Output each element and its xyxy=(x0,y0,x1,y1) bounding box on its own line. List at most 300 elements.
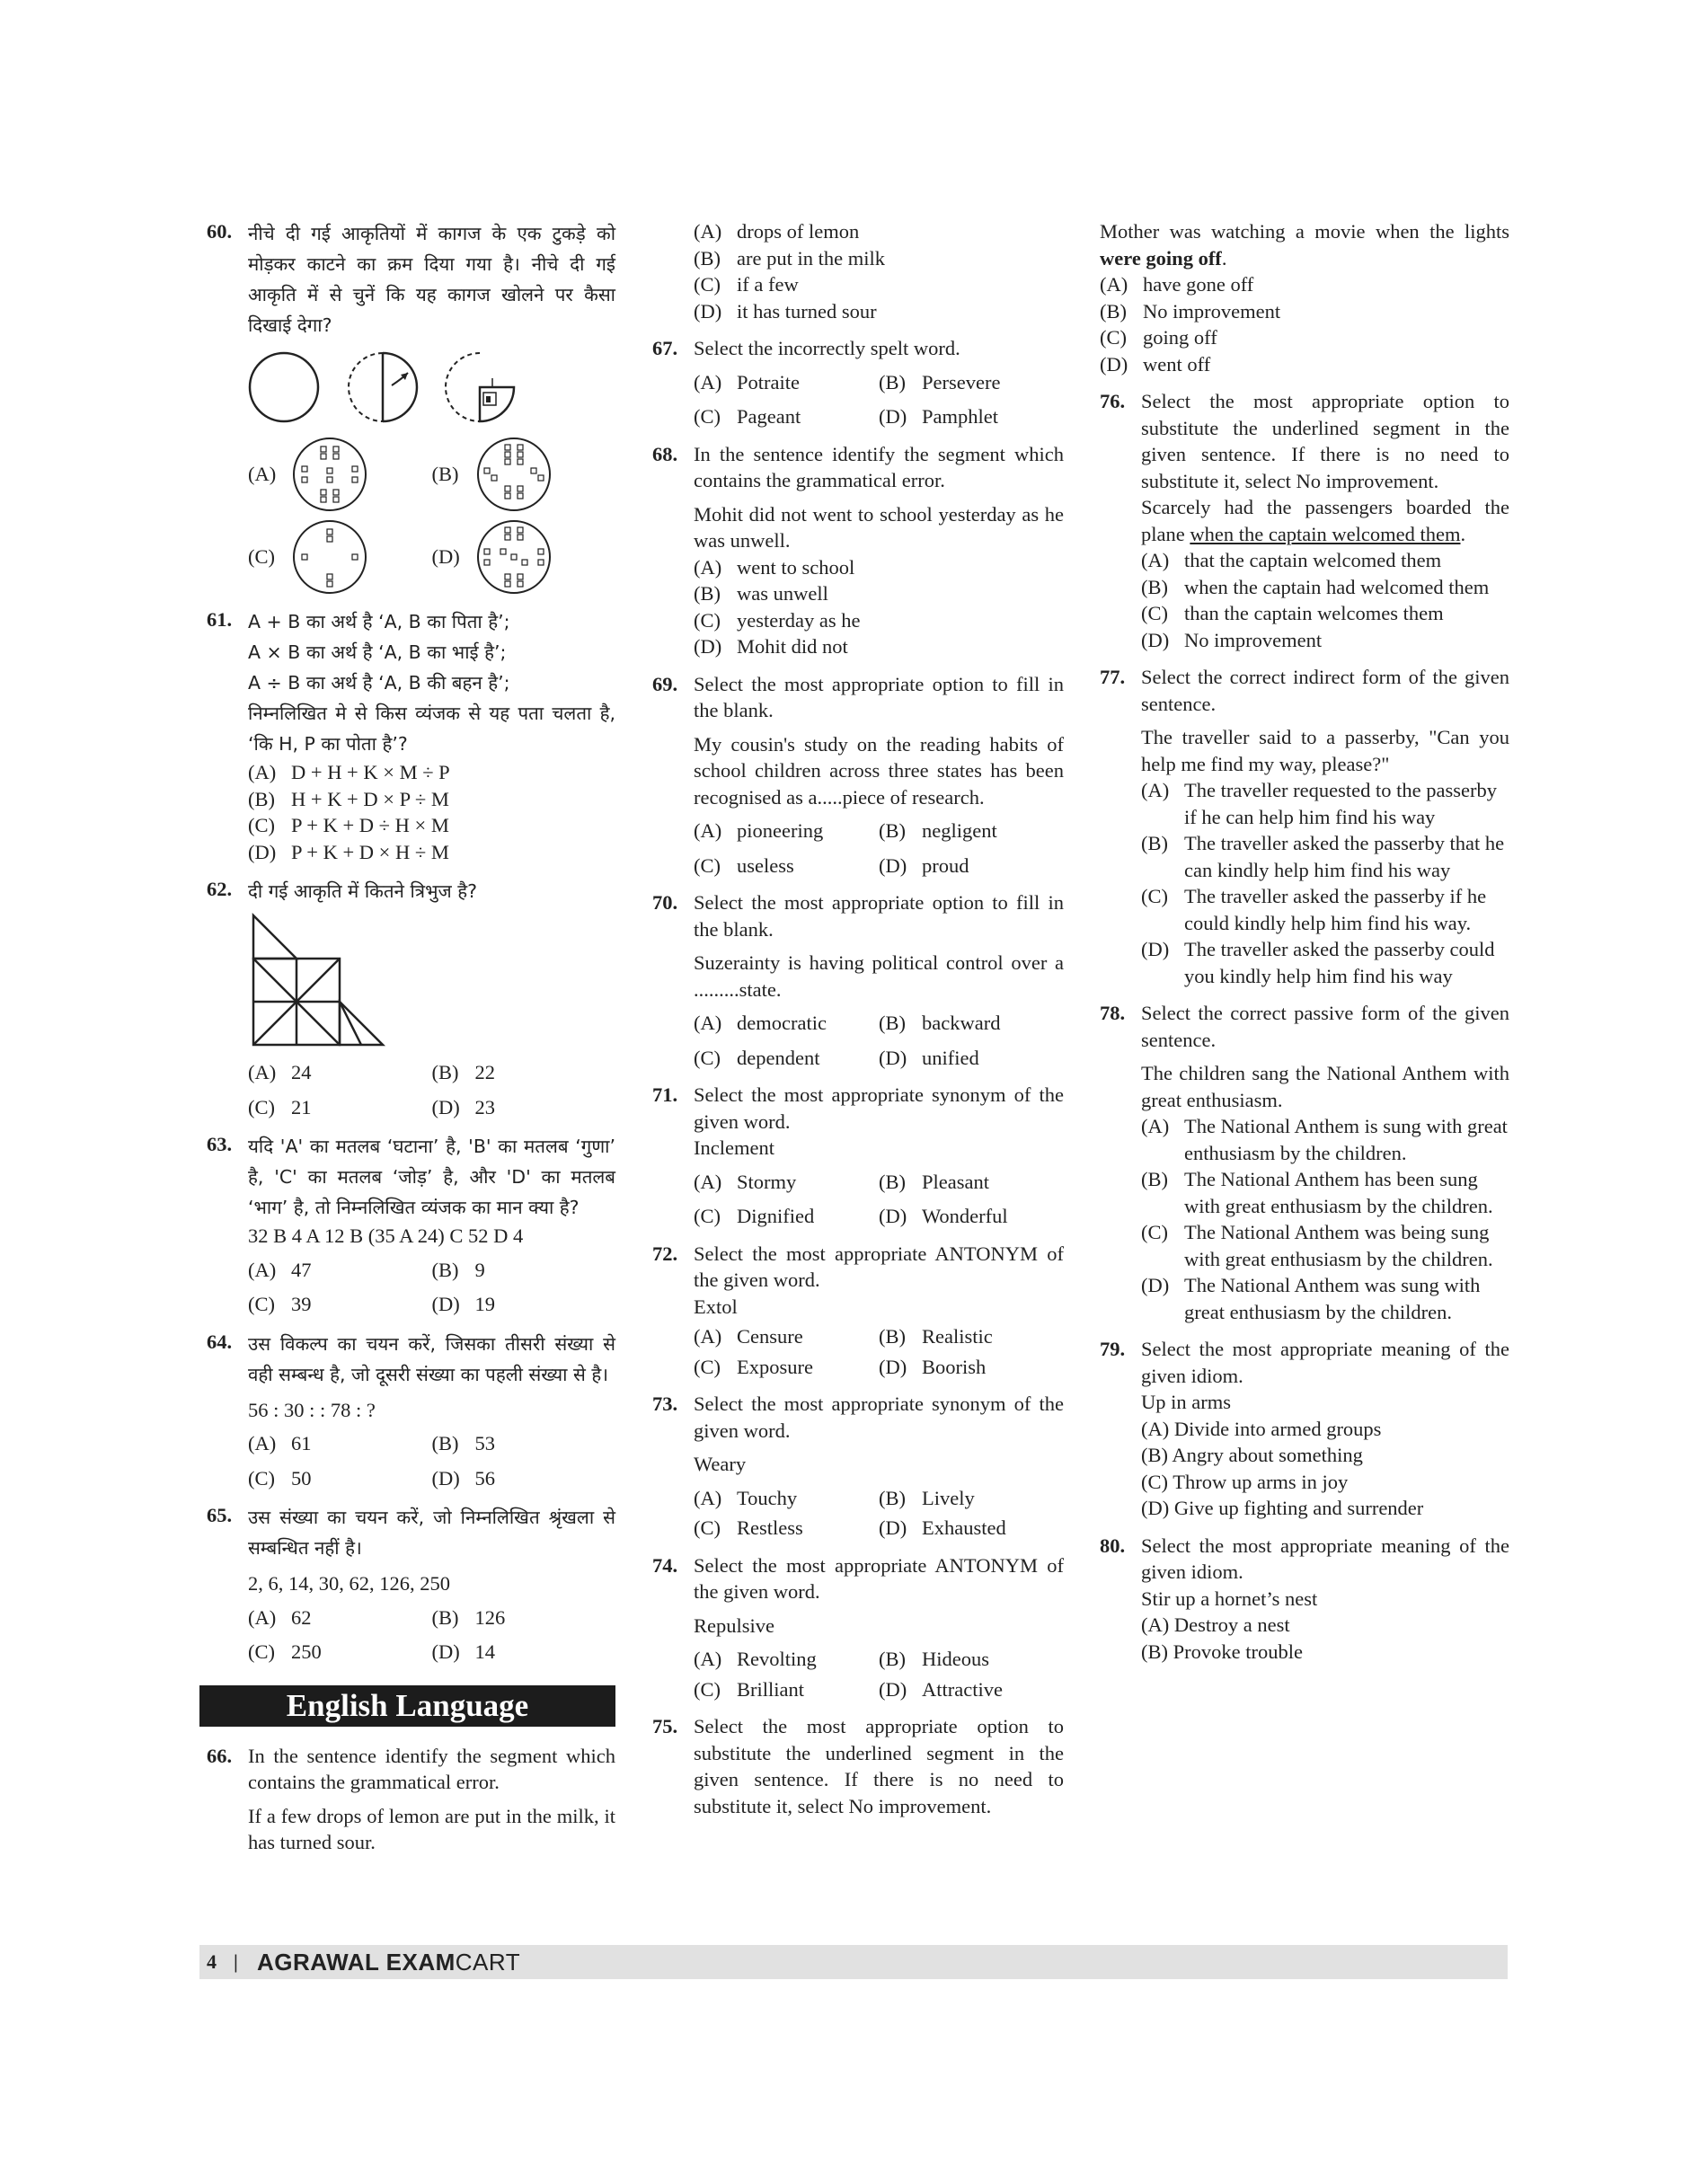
options xyxy=(694,1010,1064,1071)
question-60 xyxy=(207,218,615,596)
question-80 xyxy=(1100,1533,1509,1666)
option-label: (B) xyxy=(879,1012,906,1034)
question-sentence: If a few drops of lemon are put in the milk, it has turned sour. xyxy=(248,1804,615,1853)
option-label: (A) xyxy=(694,1012,722,1034)
question-text: Select the most appropriate meaning of the given idiom. xyxy=(1141,1338,1509,1387)
option-c[interactable] xyxy=(1100,324,1509,351)
option-label: (A) xyxy=(1100,273,1128,296)
option-d[interactable] xyxy=(879,403,1064,430)
option-c[interactable] xyxy=(694,607,1064,634)
option-a-figure xyxy=(291,436,368,513)
question-65 xyxy=(207,1502,615,1666)
option-text: was unwell xyxy=(737,582,828,605)
option-b[interactable] xyxy=(879,818,1064,844)
option-b[interactable] xyxy=(432,1257,616,1284)
option-text: proud xyxy=(922,853,969,877)
option-c[interactable] xyxy=(1141,883,1509,936)
question-79 xyxy=(1100,1336,1509,1522)
option-label: (C) xyxy=(1141,1221,1168,1243)
option-text: Hideous xyxy=(922,1648,989,1670)
option-text: Attractive xyxy=(922,1677,1003,1701)
option-d[interactable] xyxy=(879,1203,1064,1230)
options xyxy=(1141,547,1509,653)
option-d[interactable] xyxy=(1141,627,1509,654)
option-text: 23 xyxy=(474,1095,495,1118)
options xyxy=(1141,1612,1509,1665)
option-d[interactable] xyxy=(694,633,1064,660)
question-text: Select the correct indirect form of the given sentence. xyxy=(1141,666,1509,715)
question-70 xyxy=(652,889,1064,1071)
option-text: Restless xyxy=(737,1516,803,1539)
option-c[interactable] xyxy=(248,1094,432,1121)
option-label: (A) xyxy=(248,761,277,783)
question-number: 65. xyxy=(207,1504,233,1526)
option-a[interactable] xyxy=(694,818,879,844)
option-label: (D) xyxy=(1100,352,1128,376)
question-number: 79. xyxy=(1100,1338,1126,1360)
option-label: (B) xyxy=(694,246,721,270)
option-label: (A) xyxy=(1141,779,1170,801)
option-c[interactable] xyxy=(248,1465,432,1492)
question-74 xyxy=(652,1552,1064,1703)
triangle-count-figure xyxy=(248,912,392,1052)
option-text: unified xyxy=(922,1046,979,1069)
option-label: (C) xyxy=(248,1293,275,1315)
option-label: (D) xyxy=(1141,938,1170,960)
option-text: when the captain had welcomed them xyxy=(1184,575,1490,598)
option-label: (D) xyxy=(879,1205,907,1227)
footer-separator: | xyxy=(234,1950,238,1973)
option-label: (C) xyxy=(694,405,721,428)
option-text: The traveller requested to the passerby if he can help him find his way xyxy=(1184,779,1497,828)
option-text: Mohit did not xyxy=(737,635,848,658)
option-a[interactable] xyxy=(248,1430,432,1457)
option-label: (C) xyxy=(248,1640,275,1663)
question-word: Inclement xyxy=(694,1136,774,1159)
option-label: (C) xyxy=(1100,326,1127,349)
option-b[interactable] xyxy=(1141,830,1509,883)
option-c[interactable] xyxy=(694,1354,879,1381)
option-c[interactable] xyxy=(694,271,1064,298)
option-label: (C) xyxy=(694,1677,721,1701)
options xyxy=(1141,1113,1509,1325)
option-text: negligent xyxy=(922,819,997,842)
option-c[interactable] xyxy=(248,518,432,596)
option-label: (D) xyxy=(431,1095,460,1118)
option-c[interactable] xyxy=(694,1676,879,1703)
question-75-continued xyxy=(1100,218,1509,377)
question-text: In the sentence identify the segment which contains the grammatical error. xyxy=(248,1744,615,1793)
question-number: 73. xyxy=(652,1392,678,1415)
question-76 xyxy=(1100,388,1509,653)
question-text: Select the most appropriate synonym of the given word. xyxy=(694,1083,1064,1133)
options xyxy=(694,1169,1064,1230)
question-64 xyxy=(207,1329,615,1492)
option-b[interactable] xyxy=(879,1485,1064,1512)
question-text: दी गई आकृति में कितने त्रिभुज है? xyxy=(248,880,477,902)
option-label: (D) xyxy=(694,635,722,658)
question-text: Select the most appropriate synonym of the given word. xyxy=(694,1392,1064,1442)
option-a[interactable] xyxy=(1141,547,1509,574)
option-a[interactable] xyxy=(694,218,1064,245)
options xyxy=(694,1323,1064,1380)
options xyxy=(694,554,1064,660)
option-b[interactable] xyxy=(879,1169,1064,1196)
option-text: The National Anthem is sung with great enthusiasm by the children. xyxy=(1184,1115,1508,1164)
question-68 xyxy=(652,441,1064,660)
question-77 xyxy=(1100,664,1509,989)
question-61 xyxy=(207,606,615,865)
option-label: (B) xyxy=(1141,575,1168,598)
option-text: 21 xyxy=(291,1095,312,1118)
option-d[interactable] xyxy=(432,1465,616,1492)
option-b[interactable] xyxy=(432,436,616,513)
option-label: (B) xyxy=(879,370,906,393)
option-text: drops of lemon xyxy=(737,220,860,243)
option-label: (A) xyxy=(248,463,277,486)
option-text: Angry about something xyxy=(1172,1444,1363,1466)
option-text: 22 xyxy=(474,1061,495,1083)
option-label: (B) xyxy=(431,1061,459,1083)
option-text: The traveller asked the passerby if he could kindly help him find his way. xyxy=(1184,885,1487,934)
option-text: Stormy xyxy=(737,1170,797,1193)
option-text: Divide into armed groups xyxy=(1173,1417,1382,1440)
option-text: went off xyxy=(1143,352,1211,376)
option-a[interactable] xyxy=(1141,1416,1509,1443)
question-idiom: Up in arms xyxy=(1141,1391,1231,1413)
option-text: dependent xyxy=(737,1046,820,1069)
option-label: (A) xyxy=(694,1486,722,1509)
option-text: 62 xyxy=(291,1605,312,1629)
option-text: that the captain welcomed them xyxy=(1184,549,1442,571)
option-text: 19 xyxy=(474,1293,495,1315)
option-text: 53 xyxy=(474,1432,495,1454)
option-label: (D) xyxy=(1141,1497,1170,1519)
option-d[interactable] xyxy=(879,1515,1064,1542)
option-text: Revolting xyxy=(737,1648,817,1670)
option-c[interactable] xyxy=(694,1203,879,1230)
option-label: (B) xyxy=(879,1170,906,1193)
option-text: 39 xyxy=(291,1293,312,1315)
option-text: going off xyxy=(1143,326,1217,349)
option-label: (A) xyxy=(694,555,722,579)
question-sentence: Suzerainty is having political control over a .........state. xyxy=(694,951,1064,1001)
option-label: (C) xyxy=(694,1205,721,1227)
option-text: Pageant xyxy=(737,405,801,428)
option-a[interactable] xyxy=(248,1257,432,1284)
option-text: No improvement xyxy=(1184,628,1323,651)
option-b[interactable] xyxy=(432,1059,616,1086)
option-b[interactable] xyxy=(1100,298,1509,325)
option-d[interactable] xyxy=(432,1639,616,1666)
option-text: Potraite xyxy=(737,370,800,393)
option-label: (D) xyxy=(879,1355,907,1378)
option-text: Boorish xyxy=(922,1355,987,1378)
option-text: H + K + D × P ÷ M xyxy=(291,787,449,810)
option-label: (B) xyxy=(431,1258,459,1281)
option-a[interactable] xyxy=(1141,1612,1509,1639)
option-b[interactable] xyxy=(1141,1639,1509,1666)
option-label: (D) xyxy=(431,1293,460,1315)
question-word: Weary xyxy=(694,1453,747,1475)
option-label: (B) xyxy=(1141,1444,1168,1466)
option-d[interactable] xyxy=(1141,936,1509,989)
option-b[interactable] xyxy=(879,369,1064,396)
option-d[interactable] xyxy=(1141,1495,1509,1522)
option-text: 250 xyxy=(291,1640,322,1663)
option-text: 9 xyxy=(474,1258,485,1281)
brand-part: EXAM xyxy=(385,1949,456,1976)
question-number: 66. xyxy=(207,1744,233,1767)
page-footer xyxy=(199,1945,1508,1979)
option-c[interactable] xyxy=(694,853,879,880)
question-62 xyxy=(207,876,615,1120)
question-sentence: My cousin's study on the reading habits of school children across three states has been recognised as a.....piece of research. xyxy=(694,732,1064,809)
question-text: Select the most appropriate option to fill in the blank. xyxy=(694,891,1064,941)
option-label: (A) xyxy=(248,1061,277,1083)
question-number: 80. xyxy=(1100,1534,1126,1557)
option-text: Realistic xyxy=(922,1325,993,1348)
option-c[interactable] xyxy=(248,812,615,839)
option-b[interactable] xyxy=(432,1430,616,1457)
option-label: (C) xyxy=(694,1355,721,1378)
options xyxy=(1141,777,1509,989)
option-text: 24 xyxy=(291,1061,312,1083)
option-c[interactable] xyxy=(248,1291,432,1318)
option-d[interactable] xyxy=(1141,1272,1509,1325)
option-text: Provoke trouble xyxy=(1173,1640,1303,1663)
option-text: democratic xyxy=(737,1012,827,1034)
question-word: Extol xyxy=(694,1295,738,1318)
option-text: Touchy xyxy=(737,1486,798,1509)
brand-part: CART xyxy=(455,1949,521,1976)
option-c[interactable] xyxy=(1141,1469,1509,1496)
option-text: Wonderful xyxy=(922,1205,1008,1227)
option-label: (B) xyxy=(694,582,721,605)
option-a[interactable] xyxy=(248,1604,432,1631)
question-text: यदि 'A' का मतलब ‘घटाना’ है, 'B' का मतलब ‘गुणा’ है, 'C' का मतलब ‘जोड़’ है, और 'D' का मतलब ‘भाग’ है, तो निम्नलिखित व्यंजक का मान क्या है? xyxy=(248,1136,615,1218)
option-label: (A) xyxy=(1141,1417,1170,1440)
option-b[interactable] xyxy=(248,786,615,813)
option-label: (D) xyxy=(1141,628,1170,651)
question-number: 67. xyxy=(652,337,678,359)
option-a[interactable] xyxy=(1100,271,1509,298)
option-label: (C) xyxy=(248,545,275,569)
option-text: Pleasant xyxy=(922,1170,989,1193)
option-label: (C) xyxy=(248,1095,275,1118)
option-a[interactable] xyxy=(694,1323,879,1350)
option-label: (B) xyxy=(1141,1168,1168,1190)
option-label: (C) xyxy=(694,853,721,877)
question-text: Select the most appropriate ANTONYM of the given word. xyxy=(694,1242,1064,1291)
option-label: (D) xyxy=(879,405,907,428)
options xyxy=(248,1430,615,1491)
question-66-options xyxy=(652,218,1064,324)
sentence-text: Scarcely had the passengers boarded the plane xyxy=(1141,496,1509,545)
option-label: (C) xyxy=(1141,885,1168,907)
question-line: निम्नलिखित मे से किस व्यंजक से यह पता चलता है, ‘कि H, P का पोता है’? xyxy=(248,703,615,755)
question-number: 62. xyxy=(207,878,233,900)
option-b[interactable] xyxy=(432,1604,616,1631)
option-b[interactable] xyxy=(694,245,1064,272)
question-number: 63. xyxy=(207,1133,233,1155)
option-label: (C) xyxy=(694,1046,721,1069)
option-b-figure xyxy=(475,436,553,513)
paper-folding-figure xyxy=(248,346,518,429)
option-a[interactable] xyxy=(1141,777,1509,830)
question-text: Select the incorrectly spelt word. xyxy=(694,337,960,359)
options xyxy=(694,369,1064,430)
option-label: (D) xyxy=(879,1516,907,1539)
option-a[interactable] xyxy=(694,1169,879,1196)
option-label: (D) xyxy=(1141,1274,1170,1296)
option-c[interactable] xyxy=(694,403,879,430)
option-label: (B) xyxy=(1100,299,1127,323)
option-a[interactable] xyxy=(694,554,1064,581)
section-header-english-language: English Language xyxy=(199,1685,615,1727)
option-d[interactable] xyxy=(879,853,1064,880)
brand-part: AGRAWAL xyxy=(257,1949,386,1976)
option-b[interactable] xyxy=(1141,1166,1509,1219)
question-expression: 32 B 4 A 12 B (35 A 24) C 52 D 4 xyxy=(248,1224,524,1247)
option-a[interactable] xyxy=(1141,1113,1509,1166)
question-text: नीचे दी गई आकृतियों में कागज के एक टुकड़े को मोड़कर काटने का क्रम दिया गया है। नीचे दी गई आकृति में से चुनें कि यह कागज खोलने पर कैसा दिखाई देगा? xyxy=(248,223,615,336)
option-d[interactable] xyxy=(879,1676,1064,1703)
option-label: (A) xyxy=(694,1170,722,1193)
option-label: (B) xyxy=(1141,1640,1168,1663)
option-label: (D) xyxy=(248,840,277,863)
question-text: उस विकल्प का चयन करें, जिसका तीसरी संख्या से वही सम्बन्ध है, जो दूसरी संख्या का पहली संख्या से है। xyxy=(248,1332,615,1385)
option-text: backward xyxy=(922,1012,1001,1034)
question-sentence: The children sang the National Anthem with great enthusiasm. xyxy=(1141,1062,1509,1111)
option-label: (D) xyxy=(879,1677,907,1701)
option-a[interactable] xyxy=(248,436,432,513)
options xyxy=(694,1646,1064,1702)
question-75 xyxy=(652,1713,1064,1819)
option-c[interactable] xyxy=(694,1045,879,1072)
option-a[interactable] xyxy=(694,1646,879,1673)
option-d[interactable] xyxy=(432,1094,616,1121)
option-label: (A) xyxy=(694,220,722,243)
option-text: No improvement xyxy=(1143,299,1281,323)
question-number: 74. xyxy=(652,1553,678,1577)
options xyxy=(1141,1416,1509,1522)
option-b[interactable] xyxy=(1141,574,1509,601)
option-text: have gone off xyxy=(1143,273,1254,296)
option-label: (C) xyxy=(248,1466,275,1490)
option-label: (C) xyxy=(1141,602,1168,624)
column-2 xyxy=(652,218,1064,1830)
question-word: Repulsive xyxy=(694,1613,774,1637)
option-label: (A) xyxy=(1141,1115,1170,1137)
option-text: The traveller asked the passerby that he can kindly help him find his way xyxy=(1184,832,1505,881)
option-d-figure xyxy=(475,518,553,596)
option-text: than the captain welcomes them xyxy=(1184,602,1444,624)
option-label: (D) xyxy=(694,299,722,323)
question-sentence: The traveller said to a passerby, "Can you help me find my way, please?" xyxy=(1141,726,1509,775)
option-text: Brilliant xyxy=(737,1677,804,1701)
option-label: (B) xyxy=(879,819,906,842)
option-text: Pamphlet xyxy=(922,405,998,428)
option-label: (B) xyxy=(248,787,275,810)
question-sentence: Scarcely had the passengers boarded the plane when the captain welcomed them. xyxy=(1141,496,1509,545)
option-b[interactable] xyxy=(1141,1442,1509,1469)
option-label: (C) xyxy=(694,273,721,296)
option-c[interactable] xyxy=(694,1515,879,1542)
option-label: (C) xyxy=(1141,1470,1168,1493)
option-label: (C) xyxy=(694,608,721,632)
options xyxy=(248,1604,615,1666)
sentence-underlined: when the captain welcomed them xyxy=(1190,522,1461,545)
option-a[interactable] xyxy=(694,1010,879,1037)
option-text: useless xyxy=(737,853,794,877)
option-b[interactable] xyxy=(879,1010,1064,1037)
option-text: Destroy a nest xyxy=(1173,1613,1290,1636)
question-66 xyxy=(207,1743,615,1856)
option-b[interactable] xyxy=(694,580,1064,607)
option-b[interactable] xyxy=(879,1323,1064,1350)
option-d[interactable] xyxy=(432,1291,616,1318)
option-text: The National Anthem was being sung with great enthusiasm by the children. xyxy=(1184,1221,1493,1270)
question-line: A + B का अर्थ है ‘A, B का पिता है’; xyxy=(248,611,510,632)
question-63 xyxy=(207,1131,615,1318)
option-c-figure xyxy=(291,518,368,596)
option-a[interactable] xyxy=(694,1485,879,1512)
question-text: उस संख्या का चयन करें, जो निम्नलिखित श्रृंखला से सम्बन्धित नहीं है। xyxy=(248,1507,615,1559)
option-text: yesterday as he xyxy=(737,608,861,632)
options xyxy=(694,218,1064,324)
option-label: (D) xyxy=(879,1046,907,1069)
option-label: (A) xyxy=(694,1648,722,1670)
option-c[interactable] xyxy=(1141,1219,1509,1272)
option-text: Censure xyxy=(737,1325,803,1348)
option-label: (D) xyxy=(431,545,460,569)
option-text: 14 xyxy=(474,1640,495,1663)
options xyxy=(248,436,615,596)
option-d[interactable] xyxy=(248,839,615,866)
option-text: Persevere xyxy=(922,370,1001,393)
option-label: (D) xyxy=(431,1640,460,1663)
question-line: A ÷ B का अर्थ है ‘A, B की बहन है’; xyxy=(248,672,510,694)
question-number: 75. xyxy=(652,1715,678,1737)
option-text: The National Anthem was sung with great enthusiasm by the children. xyxy=(1184,1274,1481,1323)
sentence-text: Mother was watching a movie when the lights xyxy=(1100,220,1509,243)
option-a[interactable] xyxy=(694,369,879,396)
option-d[interactable] xyxy=(1100,351,1509,378)
option-a[interactable] xyxy=(248,759,615,786)
option-d[interactable] xyxy=(879,1045,1064,1072)
option-label: (A) xyxy=(694,1325,722,1348)
option-b[interactable] xyxy=(879,1646,1064,1673)
option-label: (B) xyxy=(431,463,459,486)
option-a[interactable] xyxy=(248,1059,432,1086)
option-text: 50 xyxy=(291,1466,312,1490)
question-text: In the sentence identify the segment which contains the grammatical error. xyxy=(694,442,1064,491)
option-text: it has turned sour xyxy=(737,299,877,323)
option-text: P + K + D × H ÷ M xyxy=(291,840,449,863)
question-text: Select the correct passive form of the given sentence. xyxy=(1141,1002,1509,1051)
option-c[interactable] xyxy=(248,1639,432,1666)
option-label: (D) xyxy=(431,1466,460,1490)
option-label: (B) xyxy=(879,1486,906,1509)
option-d[interactable] xyxy=(432,518,616,596)
question-number: 77. xyxy=(1100,666,1126,688)
option-c[interactable] xyxy=(1141,600,1509,627)
option-label: (C) xyxy=(694,1516,721,1539)
option-d[interactable] xyxy=(694,298,1064,325)
question-text: Select the most appropriate option to substitute the underlined segment in the given sentence. If there is no need to substitute it, select No improvement. xyxy=(1141,390,1509,492)
option-d[interactable] xyxy=(879,1354,1064,1381)
